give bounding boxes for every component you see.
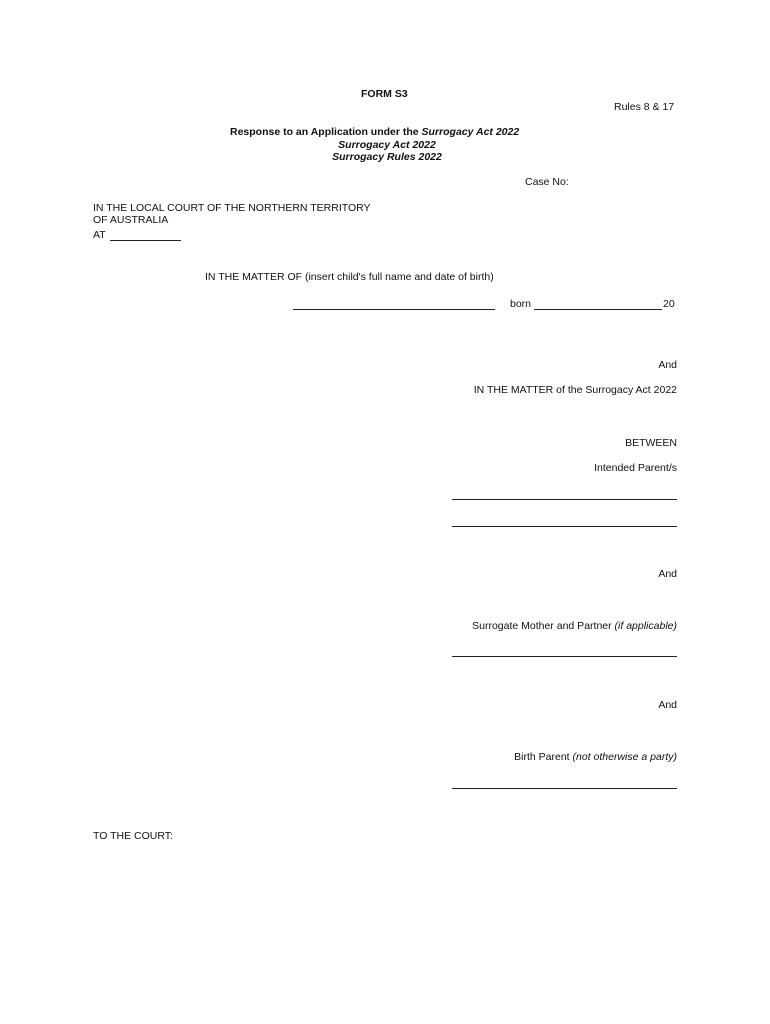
case-number-label: Case No:: [525, 176, 569, 188]
form-title-act: Surrogacy Act 2022: [421, 126, 520, 138]
to-the-court-heading: TO THE COURT:: [93, 830, 173, 842]
court-location-label: AT: [93, 229, 106, 241]
intended-parents-label: Intended Parent/s: [594, 462, 677, 474]
child-name-field[interactable]: [293, 309, 495, 310]
birth-parent-label: [377, 751, 677, 764]
rules-line: Surrogacy Rules 2022: [332, 151, 442, 163]
year-prefix: 20: [663, 298, 675, 310]
surrogate-field[interactable]: [452, 656, 677, 657]
court-name-line-1: IN THE LOCAL COURT OF THE NORTHERN TERRITORY: [93, 202, 371, 214]
and-separator-1: And: [658, 359, 677, 371]
act-line: Surrogacy Act 2022: [338, 139, 436, 151]
surrogate-label-note: (if applicable): [614, 620, 677, 632]
form-title-prefix: Response to an Application under the: [230, 126, 422, 138]
act-matter-heading: IN THE MATTER of the Surrogacy Act 2022: [473, 384, 677, 396]
birth-parent-label-note: (not otherwise a party): [572, 751, 677, 763]
court-name-line-2: OF AUSTRALIA: [93, 214, 169, 226]
and-separator-3: And: [658, 699, 677, 711]
born-label: born: [510, 298, 532, 310]
rules-reference: Rules 8 & 17: [614, 101, 675, 113]
birth-date-field[interactable]: [534, 309, 662, 310]
form-number: FORM S3: [361, 88, 408, 100]
intended-parent-1-field[interactable]: [452, 499, 677, 500]
court-location-field[interactable]: [110, 240, 181, 241]
birth-parent-label-text: Birth Parent: [514, 751, 573, 763]
birth-parent-field[interactable]: [452, 788, 677, 789]
surrogate-label: [377, 620, 677, 633]
and-separator-2: And: [658, 568, 677, 580]
intended-parent-2-field[interactable]: [452, 526, 677, 527]
surrogate-label-text: Surrogate Mother and Partner: [472, 620, 615, 632]
child-matter-heading: IN THE MATTER OF (insert child's full name and date of birth): [205, 271, 494, 283]
form-title: [230, 126, 519, 139]
between-label: BETWEEN: [625, 437, 677, 449]
